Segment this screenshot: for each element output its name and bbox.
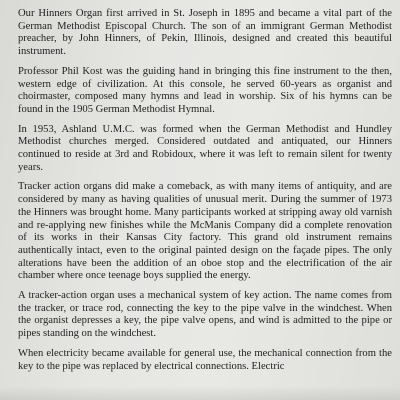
paragraph-organ-arrival: Our Hinners Organ first arrived in St. Joseph in 1895 and became a vital part of the German Methodist Episcopal Church. The son of an immigrant German Methodist preacher, by John Hinners, of Pekin, Illinois, designed and created this beautiful instrument. xyxy=(18,8,392,58)
document-body xyxy=(18,8,392,380)
paragraph-tracker-action: A tracker-action organ uses a mechanical system of key action. The name comes from the tracker, or trace rod, connecting the key to the pipe valve in the windchest. When the organist depresses a key, the pipe valve opens, and wind is admitted to the pipe or pipes standing on the windchest. xyxy=(18,290,392,340)
paragraph-ashland-merger: In 1953, Ashland U.M.C. was formed when the German Methodist and Hundley Methodist churches merged. Considered outdated and antiquated, our Hinners continued to reside at 3rd and Robidoux, where it was left to remain silent for twenty years. xyxy=(18,123,392,173)
paragraph-electricity: When electricity became available for general use, the mechanical connection from the key to the pipe was replaced by electrical connections. Electric xyxy=(18,347,392,372)
paragraph-phil-kost: Professor Phil Kost was the guiding hand in bringing this fine instrument to the then, western edge of civilization. At this console, he served 60-years as organist and choirmaster, composed many hymns and lead in worship. Six of his hymns can be found in the 1905 German Methodist Hymnal. xyxy=(18,65,392,115)
paragraph-restoration: Tracker action organs did make a comeback, as with many items of antiquity, and are considered by many as having qualities of unusual merit. During the summer of 1973 the Hinners was brought home. Many participants worked at stripping away old varnish and re-applying new finishes while the McManis Company did a complete renovation of its works in their Kansas City factory. This grand old instrument remains authentically intact, even to the original painted design on the façade pipes. The only alterations have been the addition of an oboe stop and the electrification of the air chamber where once teenage boys supplied the energy. xyxy=(18,181,392,282)
bottom-shadow xyxy=(0,386,400,400)
